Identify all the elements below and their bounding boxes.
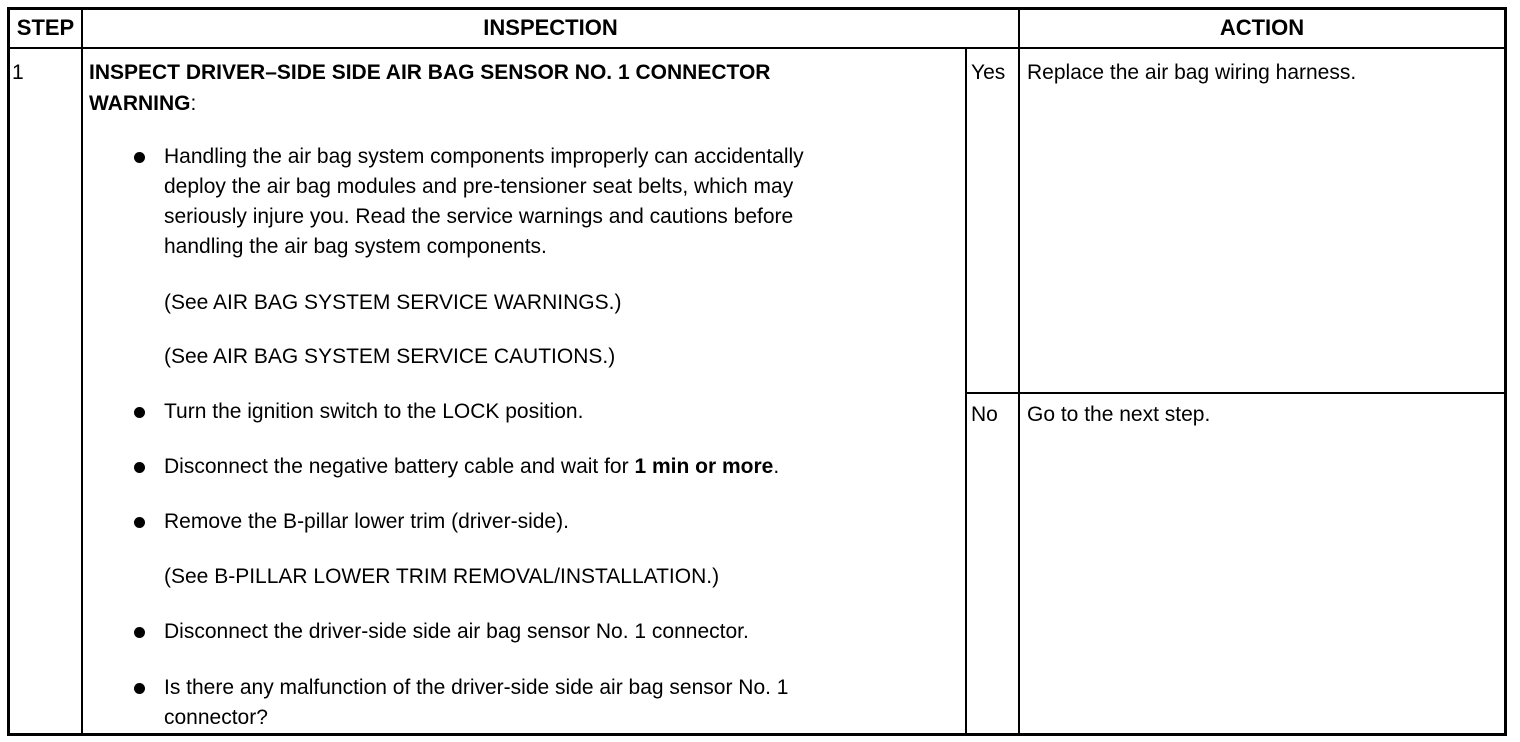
ref-trim: (See B-PILLAR LOWER TRIM REMOVAL/INSTALLATION.): [164, 565, 720, 588]
header-inspection: INSPECTION: [483, 15, 618, 40]
divider-yes-no: [965, 392, 1507, 394]
divider-answer-action: [1018, 7, 1020, 736]
warning-heading: WARNING:: [89, 92, 197, 115]
divider-step-column: [81, 7, 83, 736]
step-number: 1: [12, 61, 24, 84]
divider-header: [7, 47, 1507, 49]
bullet-icon: [134, 517, 145, 528]
yes-action: Replace the air bag wiring harness.: [1027, 61, 1357, 84]
ref-cautions: (See AIR BAG SYSTEM SERVICE CAUTIONS.): [164, 345, 616, 368]
step-lock: Turn the ignition switch to the LOCK position.: [164, 400, 584, 423]
bullet-icon: [134, 462, 145, 473]
ref-warnings: (See AIR BAG SYSTEM SERVICE WARNINGS.): [164, 291, 622, 314]
inspection-title: [89, 57, 770, 119]
no-label: No: [971, 403, 998, 426]
header-step: STEP: [16, 15, 75, 40]
step-trim: Remove the B-pillar lower trim (driver-side).: [164, 510, 569, 533]
step-disconnect: Disconnect the driver-side side air bag sensor No. 1 connector.: [164, 620, 749, 643]
no-action: Go to the next step.: [1027, 403, 1211, 426]
bullet-icon: [134, 683, 145, 694]
question-text: Is there any malfunction of the driver-side side air bag sensor No. 1 connector?: [164, 676, 789, 729]
bullet-icon: [134, 407, 145, 418]
step-battery: Disconnect the negative battery cable and wait for 1 min or more.: [164, 455, 780, 478]
yes-label: Yes: [971, 61, 1006, 84]
bullet-icon: [134, 152, 145, 163]
header-action: ACTION: [1219, 15, 1305, 40]
warning-text: Handling the air bag system components improperly can accidentally deploy the air bag modules and pre-tensioner seat belts, which may seriously injure you. Read the service warnings and cautions before handling the air bag system components.: [164, 145, 804, 258]
bullet-icon: [134, 627, 145, 638]
inspection-title-line1: INSPECT DRIVER–SIDE SIDE AIR BAG SENSOR NO. 1 CONNECTOR: [89, 61, 771, 84]
